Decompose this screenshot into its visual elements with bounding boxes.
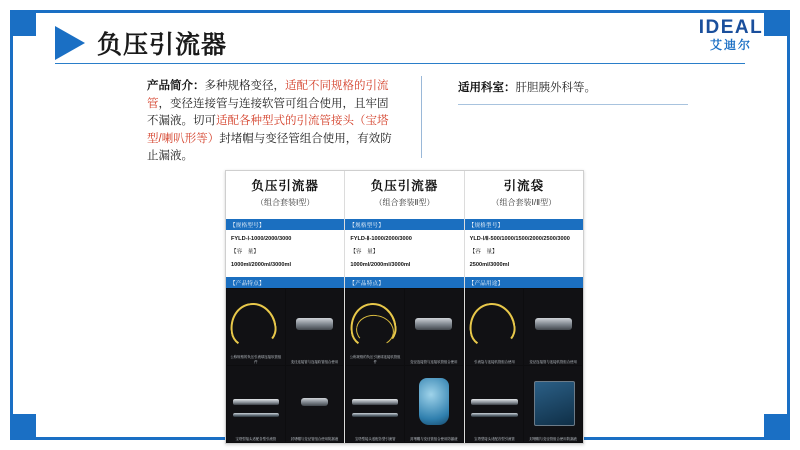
product-intro-text-1: 多种规格变径， bbox=[204, 80, 285, 92]
product-intro-text-3: 封堵帽与变径管组合使用，有效防止漏液。 bbox=[147, 132, 392, 162]
catalogue-column-1 bbox=[226, 171, 345, 443]
photo-caption: 宝塔型接头适配各型引流管 bbox=[235, 436, 277, 441]
department-label: 适用科室： bbox=[458, 82, 516, 94]
department-block bbox=[458, 80, 596, 97]
column-title-1: 负压引流器 bbox=[251, 179, 319, 193]
product-bar-1: 【产品特点】 bbox=[226, 277, 344, 288]
corner-decor-bottom-right bbox=[764, 414, 790, 440]
product-photo bbox=[227, 366, 285, 442]
drainage-tube-shape bbox=[466, 300, 517, 349]
photo-caption: 封堵帽与变径管组合使用防漏液 bbox=[290, 436, 339, 441]
product-bar-3: 【产品用途】 bbox=[465, 277, 583, 288]
product-intro-highlight-1: 适配不同规格的引流管 bbox=[147, 80, 389, 110]
column-title-2: 负压引流器 bbox=[370, 179, 439, 193]
photo-caption: 变径连接管与连接软管组合使用 bbox=[410, 359, 458, 364]
spec-line-1-2: 【容 量】 bbox=[231, 249, 259, 255]
product-bar-2: 【产品特点】 bbox=[345, 277, 463, 288]
product-photo bbox=[466, 366, 524, 442]
photo-grid-3 bbox=[465, 288, 583, 443]
corner-decor-bottom-left bbox=[10, 414, 36, 440]
connector-rod-shape bbox=[352, 399, 398, 404]
brand-logo bbox=[690, 18, 772, 56]
frame-line-left bbox=[10, 10, 13, 440]
spec-body-3 bbox=[465, 230, 583, 277]
column-header-2 bbox=[345, 171, 463, 219]
product-photo bbox=[524, 289, 582, 365]
product-photo bbox=[405, 289, 463, 365]
connector-rod-shape-2 bbox=[471, 413, 517, 417]
drainage-tube-shape bbox=[228, 300, 279, 349]
spec-body-2 bbox=[345, 230, 463, 277]
page-title: 负压引流器 bbox=[97, 31, 228, 59]
corner-decor-top-left bbox=[10, 10, 36, 36]
photo-caption: 封堵帽与变径管组合使用防漏液 bbox=[529, 436, 577, 441]
connector-rod-shape-2 bbox=[233, 413, 279, 417]
photo-caption: 公称规格的负压引流球连接软管组件 bbox=[349, 355, 401, 364]
title-divider bbox=[55, 63, 745, 64]
connector-rod-shape bbox=[233, 399, 279, 404]
logo-subtext: 艾迪尔 bbox=[709, 38, 752, 52]
column-subtitle-3: （组合套装Ⅰ/Ⅱ型） bbox=[491, 198, 557, 207]
department-value: 肝胆胰外科等。 bbox=[515, 82, 596, 94]
photo-grid-1 bbox=[226, 288, 344, 443]
spec-line-2-3: 1000ml/2000ml/3000ml bbox=[350, 262, 411, 268]
spec-line-3-2: 【容 量】 bbox=[469, 249, 498, 255]
device-panel-shape bbox=[534, 381, 575, 426]
product-intro-label: 产品简介： bbox=[147, 80, 205, 92]
product-photo bbox=[286, 289, 344, 365]
spec-line-1-3: 1000ml/2000ml/3000ml bbox=[231, 262, 292, 268]
product-photo bbox=[346, 289, 404, 365]
product-photo bbox=[466, 289, 524, 365]
photo-caption: 引流袋与连接软管组合使用 bbox=[474, 359, 515, 364]
product-photo bbox=[405, 366, 463, 442]
catalogue-column-3 bbox=[465, 171, 583, 443]
photo-caption: 变径连接管与连接软管组合使用 bbox=[290, 359, 339, 364]
product-photo bbox=[524, 366, 582, 442]
connector-rod-shape bbox=[471, 399, 517, 404]
catalogue-column-2 bbox=[345, 171, 464, 443]
spec-bar-3: 【规格型号】 bbox=[465, 219, 583, 230]
column-header-3 bbox=[465, 171, 583, 219]
connector-shape bbox=[415, 318, 452, 330]
photo-caption: 变径连接管与连接软管组合使用 bbox=[529, 359, 577, 364]
intro-vertical-divider bbox=[421, 76, 422, 158]
connector-shape bbox=[535, 318, 572, 330]
photo-caption: 宝塔型接头适配各型引流管 bbox=[474, 436, 515, 441]
photo-caption: 公称规格的负压引流球连接软管组件 bbox=[230, 355, 282, 364]
product-photo bbox=[346, 366, 404, 442]
spec-bar-2: 【规格型号】 bbox=[345, 219, 463, 230]
product-intro-highlight-2: 适配各种型式的引流管接头（宝塔型/喇叭形等） bbox=[147, 115, 389, 145]
product-photo bbox=[286, 366, 344, 442]
product-intro-text-2: ，变径连接管与连接软管可组合使用，且牢固不漏液。切可 bbox=[147, 97, 389, 127]
logo-wordmark: IDEAL bbox=[698, 17, 764, 38]
triangle-icon bbox=[55, 26, 85, 60]
frame-line-top bbox=[10, 10, 790, 13]
connector-shape bbox=[296, 318, 333, 330]
spec-line-2-2: 【容 量】 bbox=[350, 249, 379, 255]
column-header-1 bbox=[226, 171, 344, 219]
spec-line-3-3: 2500ml/3000ml bbox=[469, 262, 510, 268]
product-intro bbox=[147, 78, 397, 166]
frame-line-right bbox=[787, 10, 790, 440]
photo-grid-2 bbox=[345, 288, 463, 443]
column-subtitle-2: （组合套装Ⅱ型） bbox=[374, 198, 435, 207]
spec-line-3-1: YLD-Ⅰ/Ⅱ-500/1000/1500/2000/2500/3000 bbox=[469, 236, 570, 242]
spec-body-1 bbox=[226, 230, 344, 277]
spec-line-2-1: FYLD-Ⅱ-1000/2000/3000 bbox=[350, 236, 412, 242]
spec-bar-1: 【规格型号】 bbox=[226, 219, 344, 230]
cap-shape bbox=[301, 398, 329, 406]
catalogue-sheet bbox=[225, 170, 584, 444]
connector-rod-shape-2 bbox=[352, 413, 398, 417]
column-title-3: 引流袋 bbox=[503, 179, 545, 193]
department-divider bbox=[458, 104, 688, 105]
drainage-bag-shape bbox=[419, 378, 449, 425]
column-subtitle-1: （组合套装Ⅰ型） bbox=[255, 198, 315, 207]
product-photo bbox=[227, 289, 285, 365]
spec-line-1-1: FYLD-Ⅰ-1000/2000/3000 bbox=[231, 236, 292, 242]
photo-caption: 宝塔型接头适配各型引流管 bbox=[354, 436, 396, 441]
photo-caption: 封堵帽与变径管组合使用防漏液 bbox=[410, 436, 458, 441]
